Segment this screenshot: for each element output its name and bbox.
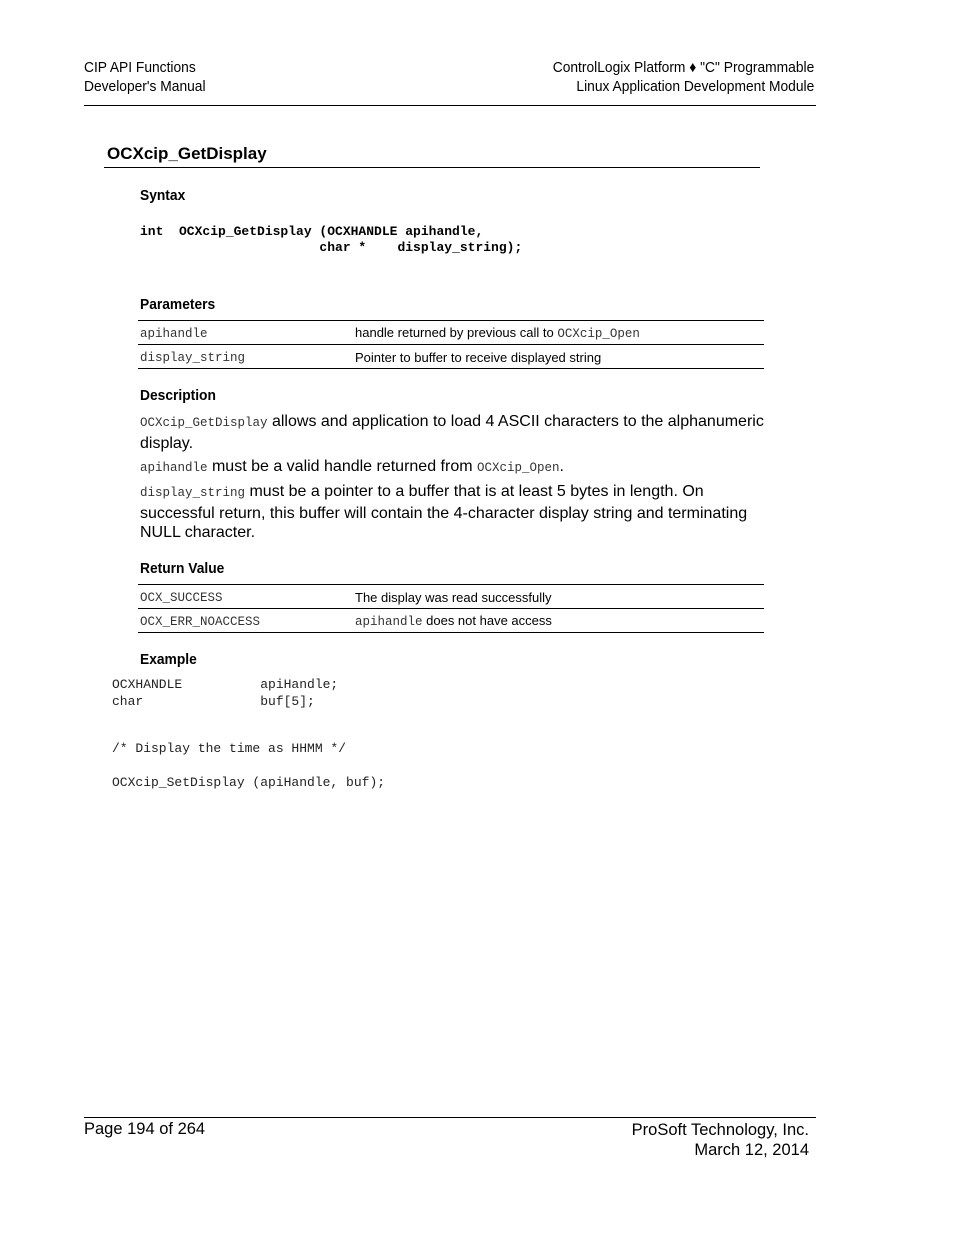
example-code-line-1: OCXHANDLE apiHandle; [112,677,339,692]
return-desc: The display was read successfully [355,590,552,605]
description-paragraph-1 [140,412,764,453]
header-divider [84,105,816,106]
return-value-heading: Return Value [140,560,225,577]
table-row [138,585,764,609]
param-name: display_string [140,351,246,365]
description-heading: Description [140,387,216,404]
example-code-call: OCXcip_SetDisplay (apiHandle, buf); [112,775,386,790]
description-paragraph-2 [140,457,764,479]
return-desc-code: apihandle [355,615,423,629]
table-row [138,321,764,345]
header-doc-title: CIP API Functions [84,59,196,76]
param-desc [352,321,764,345]
parameters-table [138,320,764,369]
page-footer-right [632,1120,809,1160]
header-product-line1: ControlLogix Platform ♦ "C" Programmable [552,59,814,76]
example-code-line-2: char buf[5]; [112,694,315,709]
syntax-block [140,224,522,256]
paragraph-text: . [559,458,564,475]
parameters-heading: Parameters [140,296,216,313]
param-desc: Pointer to buffer to receive displayed string [355,350,602,365]
paragraph-text: must be a valid handle returned from [207,458,477,475]
paragraph-text: must be a pointer to a buffer that is at least 5 bytes in length. On successful return, this buffer will contain the 4-character display string and terminating NULL character. [140,483,748,541]
param-name: apihandle [140,327,208,341]
return-desc [352,609,764,633]
footer-divider [84,1117,816,1118]
description-paragraph-3 [140,482,764,543]
return-code: OCX_ERR_NOACCESS [140,615,261,629]
example-code-comment: /* Display the time as HHMM */ [112,741,347,756]
inline-code: OCXcip_Open [477,461,560,475]
param-desc-code: OCXcip_Open [557,327,640,341]
page-header-right [552,58,814,96]
table-row [138,609,764,633]
syntax-line-2: char * display_string); [140,240,523,255]
paragraph-text: allows and application to load 4 ASCII characters to the alphanumeric display. [140,413,764,452]
inline-code: display_string [140,486,246,500]
syntax-heading: Syntax [140,187,186,204]
page-header-left [84,58,206,96]
footer-date: March 12, 2014 [694,1141,809,1159]
table-row [138,345,764,369]
function-title: OCXcip_GetDisplay [107,144,267,163]
return-code: OCX_SUCCESS [140,591,223,605]
syntax-line-1: int OCXcip_GetDisplay (OCXHANDLE apihandle, [140,224,484,239]
header-product-line2: Linux Application Development Module [576,78,814,95]
example-heading: Example [140,651,197,668]
inline-code: apihandle [140,461,208,475]
header-doc-subtitle: Developer's Manual [84,78,206,95]
return-desc-text: does not have access [422,613,552,628]
page-number: Page 194 of 264 [84,1120,206,1138]
return-value-table [138,584,764,633]
inline-code: OCXcip_GetDisplay [140,416,268,430]
footer-company: ProSoft Technology, Inc. [631,1121,809,1139]
title-divider [104,167,760,168]
param-desc-text: handle returned by previous call to [355,325,558,340]
